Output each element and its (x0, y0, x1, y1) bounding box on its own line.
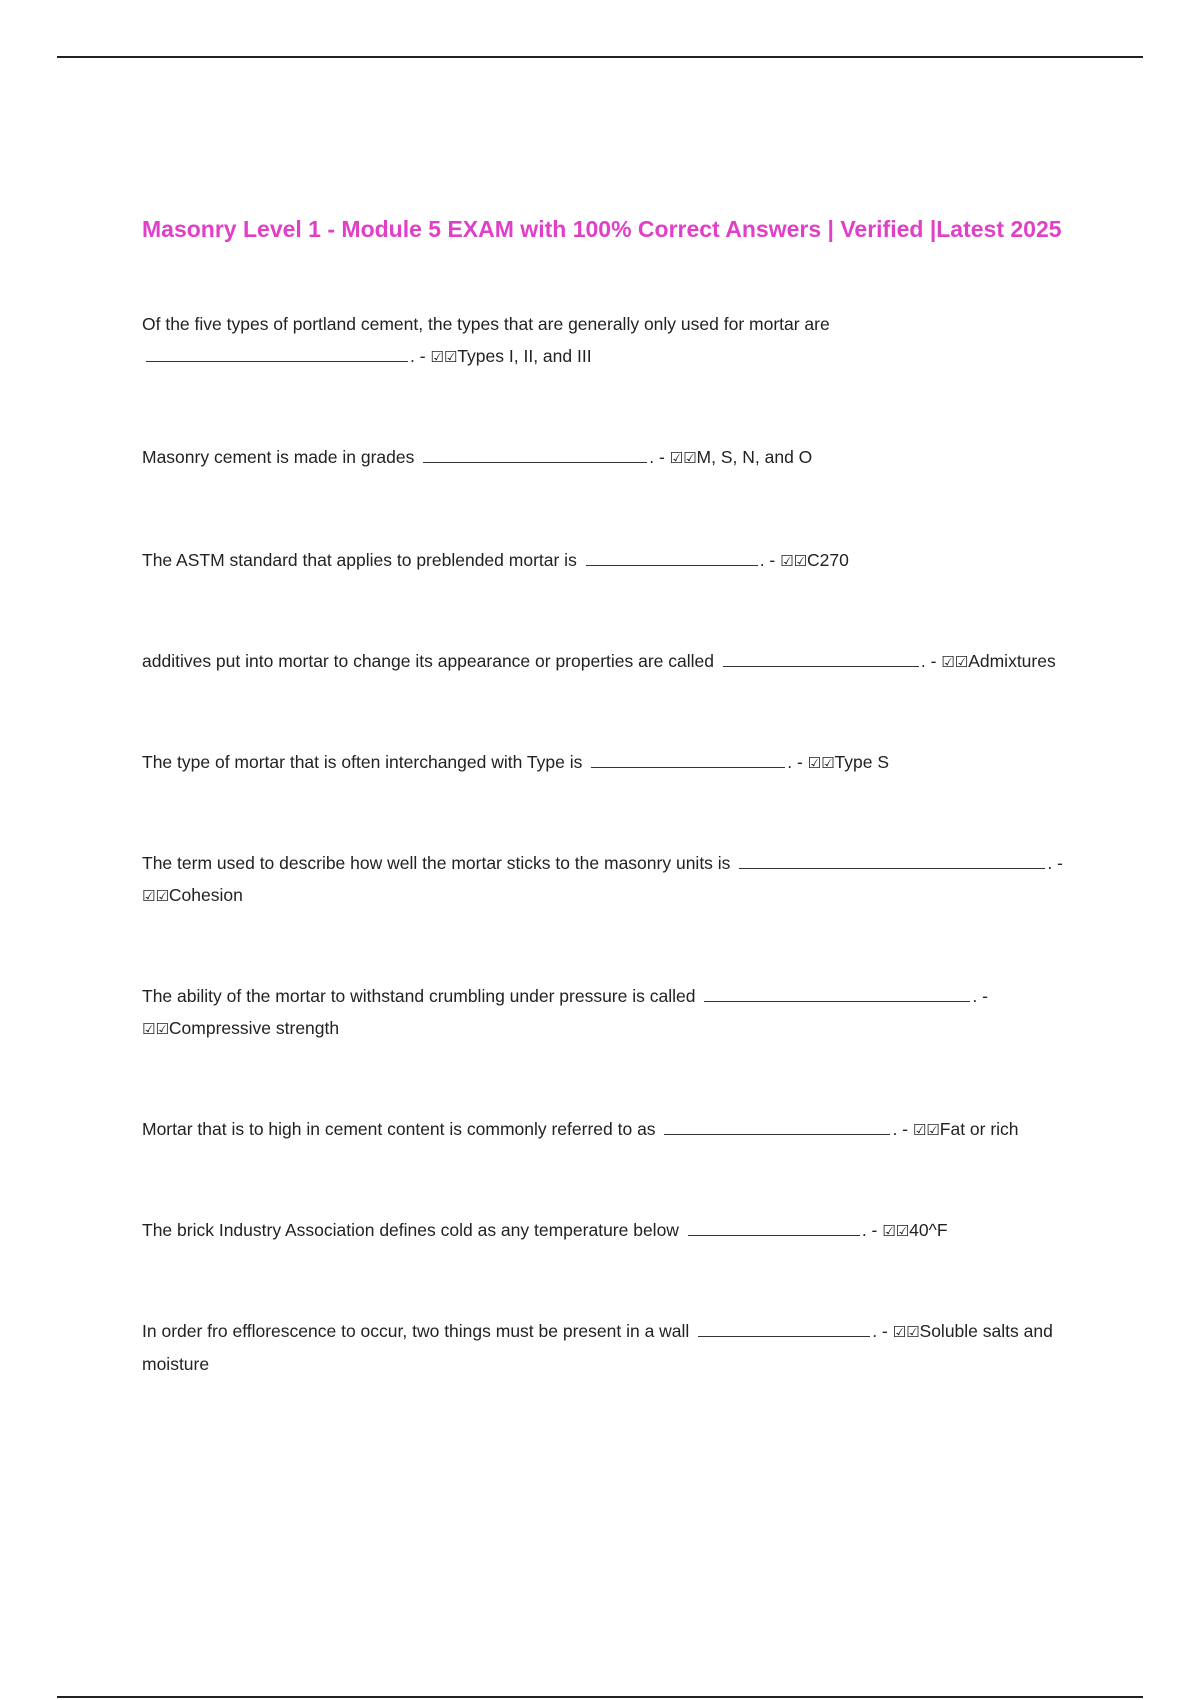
answer-text: Types I, II, and III (457, 346, 592, 366)
question-text: Mortar that is to high in cement content is commonly referred to as (142, 1119, 656, 1139)
answer-text: Type S (834, 752, 890, 772)
answer-blank (698, 1318, 870, 1337)
document-body (142, 212, 1082, 1380)
separator: . - (920, 651, 942, 671)
answer-text: Admixtures (968, 651, 1056, 671)
answer-blank (664, 1116, 890, 1135)
qa-item (142, 441, 1082, 474)
check-icon: ☑☑ (882, 1222, 910, 1240)
document-title: Masonry Level 1 - Module 5 EXAM with 100% Correct Answers | Verified |Latest 2025 (142, 216, 1062, 242)
question-text: The ability of the mortar to withstand crumbling under pressure is called (142, 986, 696, 1006)
qa-item (142, 544, 1082, 577)
check-icon: ☑☑ (892, 1323, 920, 1341)
answer-blank (146, 343, 408, 362)
answer-blank (586, 547, 758, 566)
answer-text: Soluble salts and moisture (142, 1321, 1053, 1374)
separator: . - (892, 1119, 913, 1139)
answer-blank (723, 648, 919, 667)
question-text: The type of mortar that is often interchanged with Type is (142, 752, 583, 772)
question-text: The brick Industry Association defines cold as any temperature below (142, 1220, 679, 1240)
check-icon: ☑☑ (142, 1020, 169, 1038)
footer-rule (57, 1696, 1143, 1698)
check-icon: ☑☑ (142, 887, 169, 905)
separator: . - (1047, 853, 1063, 873)
answer-text: M, S, N, and O (696, 447, 813, 467)
answer-blank (688, 1217, 860, 1236)
answer-text: Cohesion (168, 885, 243, 905)
qa-item (142, 308, 1082, 373)
answer-blank (704, 983, 970, 1002)
separator: . - (410, 346, 431, 366)
question-text: The ASTM standard that applies to preblended mortar is (142, 550, 577, 570)
separator: . - (649, 447, 670, 467)
answer-text: C270 (807, 550, 849, 570)
question-text: Masonry cement is made in grades (142, 447, 415, 467)
question-list (142, 308, 1082, 1380)
answer-blank (423, 444, 647, 463)
qa-item (142, 847, 1082, 912)
qa-item (142, 645, 1082, 678)
qa-item (142, 980, 1082, 1045)
check-icon: ☑☑ (807, 754, 835, 772)
answer-blank (739, 850, 1045, 869)
question-text: Of the five types of portland cement, the types that are generally only used for mortar are (142, 314, 830, 334)
header-rule (57, 56, 1143, 58)
answer-text: Fat or rich (939, 1119, 1019, 1139)
check-icon: ☑☑ (941, 653, 969, 671)
answer-text: 40^F (909, 1220, 948, 1240)
separator: . - (861, 1220, 883, 1240)
check-icon: ☑☑ (780, 552, 808, 570)
check-icon: ☑☑ (912, 1121, 940, 1139)
separator: . - (872, 1321, 893, 1341)
answer-text: Compressive strength (168, 1018, 340, 1038)
check-icon: ☑☑ (430, 348, 458, 366)
qa-item (142, 1113, 1082, 1146)
separator: . - (972, 986, 988, 1006)
answer-blank (591, 749, 785, 768)
question-text: The term used to describe how well the mortar sticks to the masonry units is (142, 853, 731, 873)
qa-item (142, 746, 1082, 779)
qa-item (142, 1315, 1082, 1380)
question-text: additives put into mortar to change its appearance or properties are called (142, 651, 714, 671)
check-icon: ☑☑ (669, 449, 697, 467)
separator: . - (759, 550, 781, 570)
separator: . - (787, 752, 808, 772)
question-text: In order fro efflorescence to occur, two things must be present in a wall (142, 1321, 690, 1341)
qa-item (142, 1214, 1082, 1247)
